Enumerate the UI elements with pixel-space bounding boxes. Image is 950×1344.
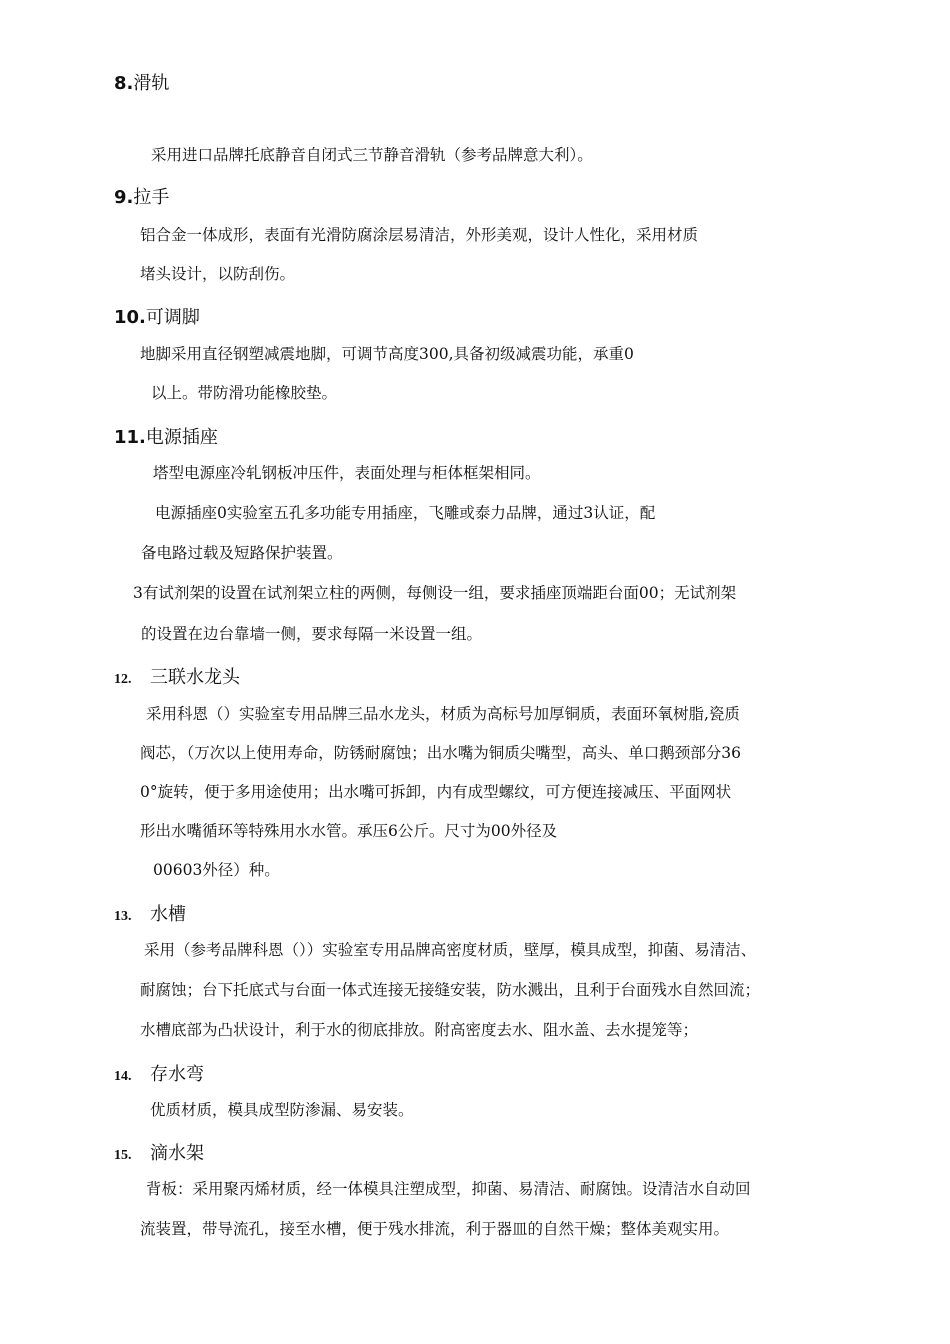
- section-title: 拉手: [133, 187, 170, 208]
- section-heading-11: [114, 429, 218, 447]
- section-number: 9.: [114, 187, 134, 208]
- section-title: 存水弯: [150, 1064, 204, 1085]
- paragraph-line: 3有试剂架的设置在试剂架立柱的两侧，每侧设一组，要求插座顶端距台面00；无试剂架: [133, 584, 737, 602]
- section-title: 水槽: [150, 904, 186, 925]
- paragraph-line: 耐腐蚀；台下托底式与台面一体式连接无接缝安装，防水溅出，且利于台面残水自然回流；: [140, 981, 761, 999]
- section-heading-10: [114, 309, 200, 327]
- section-number: 13.: [114, 909, 132, 924]
- section-title: 可调脚: [145, 307, 200, 328]
- section-number: 10.: [114, 307, 146, 328]
- paragraph-line: 0°旋转，便于多用途使用；出水嘴可拆卸，内有成型螺纹，可方便连接减压、平面网状: [140, 783, 732, 801]
- section-number: 15.: [114, 1148, 132, 1163]
- paragraph-line: 阀芯，（万次以上使用寿命，防锈耐腐蚀；出水嘴为铜质尖嘴型，高头、单口鹅颈部分36: [140, 744, 741, 762]
- section-number: 14.: [114, 1069, 132, 1084]
- paragraph-line: 铝合金一体成形，表面有光滑防腐涂层易清洁，外形美观，设计人性化，采用材质: [140, 226, 699, 244]
- paragraph-line: 地脚采用直径钢塑减震地脚，可调节高度300,具备初级减震功能，承重0: [140, 345, 634, 363]
- paragraph-line: 背板：采用聚丙烯材质，经一体模具注塑成型，抑菌、易清洁、耐腐蚀。设清洁水自动回: [146, 1180, 751, 1198]
- section-heading-9: [114, 189, 169, 207]
- paragraph-line: 采用进口品牌托底静音自闭式三节静音滑轨（参考品牌意大利）。: [151, 146, 593, 164]
- paragraph-line: 塔型电源座冷轧钢板冲压件，表面处理与柜体框架相同。: [153, 464, 541, 482]
- section-heading-15: [114, 1145, 204, 1163]
- section-title: 电源插座: [145, 427, 218, 448]
- paragraph-line: 采用（参考品牌科恩（））实验室专用品牌高密度材质，壁厚，模具成型，抑菌、易清洁、: [144, 941, 757, 959]
- section-heading-14: [114, 1066, 204, 1084]
- section-heading-8: [114, 75, 169, 93]
- section-title: 三联水龙头: [150, 667, 240, 688]
- paragraph-line: 水槽底部为凸状设计，利于水的彻底排放。附高密度去水、阻水盖、去水提笼等；: [140, 1021, 699, 1039]
- paragraph-line: 采用科恩（）实验室专用品牌三品水龙头，材质为高标号加厚铜质，表面环氧树脂,瓷质: [146, 705, 740, 723]
- paragraph-line: 形出水嘴循环等特殊用水水管。承压6公斤。尺寸为00外径及: [140, 822, 558, 840]
- paragraph-line: 的设置在边台靠墙一侧，要求每隔一米设置一组。: [141, 625, 483, 643]
- section-number: 12.: [114, 672, 132, 687]
- section-title: 滑轨: [133, 73, 170, 94]
- section-heading-13: [114, 906, 186, 924]
- paragraph-line: 00603外径）种。: [153, 861, 280, 879]
- section-number: 8.: [114, 73, 134, 94]
- section-heading-12: [114, 669, 240, 687]
- section-title: 滴水架: [150, 1143, 204, 1164]
- paragraph-line: 流装置，带导流孔，接至水槽，便于残水排流，利于器皿的自然干燥；整体美观实用。: [140, 1220, 730, 1238]
- paragraph-line: 以上。带防滑功能橡胶垫。: [151, 384, 338, 402]
- paragraph-line: 电源插座0实验室五孔多功能专用插座，飞雕或泰力品牌，通过3认证，配: [155, 504, 656, 522]
- paragraph-line: 备电路过载及短路保护装置。: [141, 544, 343, 562]
- paragraph-line: 优质材质，模具成型防渗漏、易安装。: [150, 1101, 414, 1119]
- paragraph-line: 堵头设计，以防刮伤。: [140, 265, 296, 283]
- section-number: 11.: [114, 427, 146, 448]
